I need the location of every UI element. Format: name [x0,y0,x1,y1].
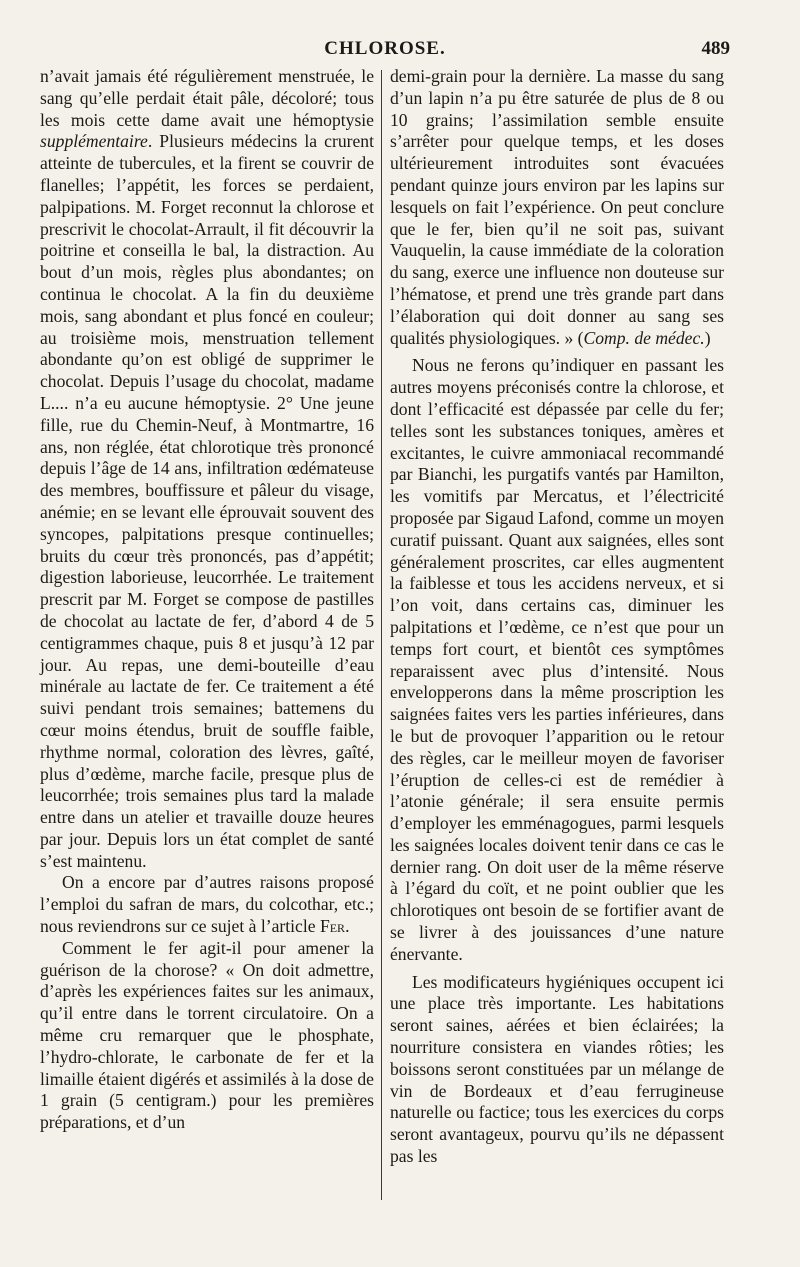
column-divider [381,70,382,1200]
cross-reference: Fer [319,916,346,937]
paragraph: On a encore par d’autres raisons proposé l’emploi du safran de mars, du colcothar, etc.; nous reviendrons sur ce sujet à l’article Fer. [40,872,374,937]
page-header [40,38,730,68]
running-title: CHLOROSE. [324,38,446,59]
paragraph: Les modificateurs hygiéniques occupent ici une place très importante. Les habitations seront saines, aérées et bien éclairées; la nourriture consistera en viandes rôties; les boissons seront constituées par un mélange de vin de Bordeaux et d’eau ferrugineuse naturelle ou factice; tous les exercices du corps seront avantageux, pourvu qu’ils ne dépassent pas les [390,971,724,1167]
paragraph: Nous ne ferons qu’indiquer en passant les autres moyens préconisés contre la chlorose, et dont l’efficacité est dépassée par celle du fer; telles sont les substances toniques, amères et excitantes, le cuivre ammoniacal recommandé par Bianchi, les purgatifs vantés par Hamilton, les vomitifs par Mercatus, et l’électricité proposée par Sigaud Lafond, comme un moyen curatif puissant. Quant aux saignées, elles sont généralement proscrites, car elles augmentent la faiblesse et tous les accidens nerveux, et si l’on voit, dans certains cas, diminuer les palpitations et l’œdème, ce n’est que pour un temps fort court, et bientôt ces symptômes reparaissent avec plus d’intensité. Nous envelopperons dans la même proscription les saignées faites vers les parties inférieures, dans le but de provoquer l’apparition ou le retour des règles, car le meilleur moyen de favoriser l’éruption de celles-ci est de remédier à l’atonie générale; il sera ensuite permis d’employer les emménagogues, parmi lesquels les saignées locales doivent tenir dans ce cas le dernier rang. On doit user de la même réserve à l’égard du coït, et ne point oublier que les chlorotiques ont besoin de se fortifier avant de se livrer à des jouissances d’une nature énervante. [390,355,724,964]
emphasis: supplémentaire [40,131,148,152]
page-number: 489 [701,38,730,59]
paragraph: demi-grain pour la dernière. La masse du sang d’un lapin n’a pu être saturée de plus de 8 ou 10 grains; l’assimilation semble ensuite s’arrêter pour quelque temps, et les doses ultérieurement introduites sont évacuées pendant quinze jours environ par les lapins sur lesquels on fait l’expérience. On peut conclure que le fer, bien qu’il ne soit pas, suivant Vauquelin, la cause immédiate de la coloration du sang, exerce une influence non douteuse sur l’hématose, et prend une très grande part dans l’élaboration qui doit donner au sang ses qualités physiologiques. » (Comp. de médec.) [390,66,724,348]
right-column [390,66,724,1168]
paragraph: Comment le fer agit-il pour amener la guérison de la chorose? « On doit admettre, d’après les expériences faites sur les animaux, qu’il entre dans le torrent circulatoire. On a même cru remarquer que le phosphate, l’hydro-chlorate, le carbonate de fer et la limaille étaient digérés et assimilés à la dose de 1 grain (5 centigram.) pour les premières préparations, et d’un [40,937,374,1133]
citation: Comp. de médec. [583,327,705,348]
paragraph: n’avait jamais été régulièrement menstruée, le sang qu’elle perdait était pâle, décoloré; tous les mois cette dame avait une hémoptysie supplémentaire. Plusieurs médecins la crurent atteinte de tubercules, et la firent se couvrir de flanelles; l’appétit, les forces se perdaient, palpipations. M. Forget reconnut la chlorose et prescrivit le chocolat-Arrault, il fit découvrir la poitrine et conseilla le bal, la distraction. Au bout d’un mois, règles plus abondantes; on continua le chocolat. A la fin du deuxième mois, sang abondant et plus foncé en couleur; au troisième mois, menstruation tellement abondante qu’on est obligé de supprimer le chocolat. Depuis l’usage du chocolat, madame L.... n’a eu aucune hémoptysie. 2° Une jeune fille, rue du Chemin-Neuf, à Montmartre, 16 ans, non réglée, état chlorotique très prononcé depuis l’âge de 14 ans, infiltration œdémateuse des membres, bouffissure et pâleur du visage, anémie; en se levant elle éprouvait souvent des syncopes, palpitations presque continuelles; bruits du cœur très prononcés, pas d’appétit; digestion laborieuse, leucorrhée. Le traitement prescrit par M. Forget se compose de pastilles de chocolat au lactate de fer, d’abord 4 de 5 centigrammes chaque, puis 8 et jusqu’à 12 par jour. Au repas, une demi-bouteille d’eau minérale au lactate de fer. Ce traitement a été suivi pendant trois semaines; battemens du cœur moins étendus, bruit de souffle faible, rhythme normal, coloration des lèvres, gaîté, plus d’œdème, marche facile, presque plus de leucorrhée; trois semaines plus tard la malade entre dans un atelier et travaille douze heures par jour. Depuis lors un état complet de santé s’est maintenu. [40,66,374,871]
left-column [40,66,374,1134]
